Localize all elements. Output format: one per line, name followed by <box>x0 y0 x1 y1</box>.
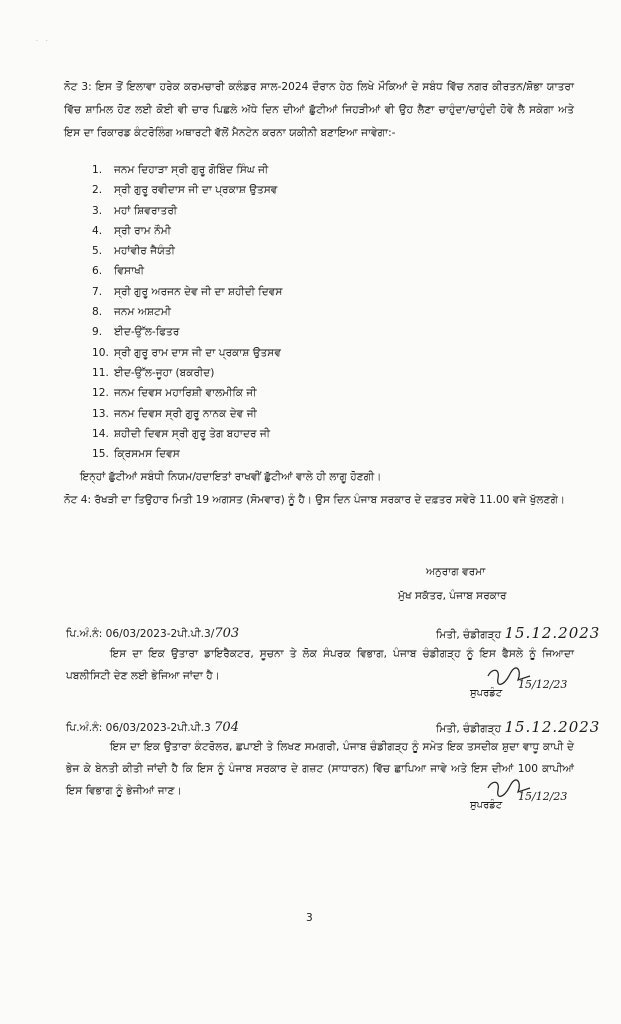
endorsement-2-date: ਮਿਤੀ, ਚੰਡੀਗੜ੍ਹ 15.12.2023 <box>436 718 601 736</box>
list-item: 12. ਜਨਮ ਦਿਵਸ ਮਹਾਰਿਸ਼ੀ ਵਾਲਮੀਕਿ ਜੀ <box>92 387 257 400</box>
officer-name: ਅਨੁਰਾਗ ਵਰਮਾ <box>426 566 486 578</box>
list-item: 11. ਈਦ-ਉੱਲ-ਜੂਹਾ (ਬਕਰੀਦ) <box>92 366 215 379</box>
list-item: 8. ਜਨਮ ਅਸ਼ਟਮੀ <box>92 306 171 319</box>
list-item: 7. ਸ੍ਰੀ ਗੁਰੂ ਅਰਜਨ ਦੇਵ ਜੀ ਦਾ ਸ਼ਹੀਦੀ ਦਿਵਸ <box>92 285 283 298</box>
list-item: 15. ਕ੍ਰਿਸਮਸ ਦਿਵਸ <box>92 448 180 461</box>
endorsement-2-text: ਇਸ ਦਾ ਇਕ ਉਤਾਰਾ ਕੰਟਰੋਲਰ, ਛਪਾਈ ਤੇ ਲਿਖਣ ਸਮਗਰੀ, ਪੰਜਾਬ ਚੰਡੀਗੜ੍ਹ ਨੂੰ ਸਮੇਤ ਇਕ ਤਸਦੀਕ ਸ਼ੁਦਾ ਵਾਧੂ ਕਾਪੀ ਦੇ ਭੇਜ ਕੇ ਬੇਨਤੀ ਕੀਤੀ ਜਾਂਦੀ ਹੈ ਕਿ ਇਸ ਨੂੰ ਪੰਜਾਬ ਸਰਕਾਰ ਦੇ ਗਜ਼ਟ (ਸਾਧਾਰਨ) ਵਿੱਚ ਛਾਪਿਆ ਜਾਵੇ ਅਤੇ ਇਸ ਦੀਆਂ 100 ਕਾਪੀਆਂ ਇਸ ਵਿਭਾਗ ਨੂੰ ਭੇਜੀਆਂ ਜਾਣ। <box>66 741 574 797</box>
page-number: 3 <box>306 912 313 924</box>
list-item: 13. ਜਨਮ ਦਿਵਸ ਸ੍ਰੀ ਗੁਰੂ ਨਾਨਕ ਦੇਵ ਜੀ <box>92 407 257 420</box>
officer-title: ਮੁੱਖ ਸਕੱਤਰ, ਪੰਜਾਬ ਸਰਕਾਰ <box>398 590 507 602</box>
sign-label: ਸੁਪਰਡੰਟ <box>470 800 503 811</box>
scan-specks: · · <box>36 38 51 45</box>
note-4-paragraph: ਨੋਟ 4: ਰੱਖੜੀ ਦਾ ਤਿਉਹਾਰ ਮਿਤੀ 19 ਅਗਸਤ (ਸੋਮਵਾਰ) ਨੂੰ ਹੈ। ਉਸ ਦਿਨ ਪੰਜਾਬ ਸਰਕਾਰ ਦੇ ਦਫ਼ਤਰ ਸਵੇਰੇ 11.00 ਵਜੇ ਖੁੱਲਣਗੇ। <box>64 494 565 506</box>
handwritten-date: 15.12.2023 <box>504 624 601 642</box>
superintendent-signature-1 <box>470 666 570 710</box>
sign-label: ਸੁਪਰਡੰਟ <box>470 688 503 699</box>
sign-date: 15/12/23 <box>518 678 568 691</box>
list-item: 4. ਸ੍ਰੀ ਰਾਮ ਨੌਮੀ <box>92 224 171 237</box>
list-item: 14. ਸ਼ਹੀਦੀ ਦਿਵਸ ਸ੍ਰੀ ਗੁਰੂ ਤੇਗ ਬਹਾਦਰ ਜੀ <box>92 427 271 440</box>
list-item: 3. ਮਹਾਂ ਸ਼ਿਵਰਾਤਰੀ <box>92 204 178 217</box>
list-item: 1. ਜਨਮ ਦਿਹਾੜਾ ਸ੍ਰੀ ਗੁਰੂ ਗੋਬਿੰਦ ਸਿੰਘ ਜੀ <box>92 164 269 176</box>
endorsement-1-date: ਮਿਤੀ, ਚੰਡੀਗੜ੍ਹ 15.12.2023 <box>436 624 601 642</box>
endorsement-1-text: ਇਸ ਦਾ ਇਕ ਉਤਾਰਾ ਡਾਇਰੈਕਟਰ, ਸੂਚਨਾ ਤੇ ਲੋਕ ਸੰਪਰਕ ਵਿਭਾਗ, ਪੰਜਾਬ ਚੰਡੀਗੜ੍ਹ ਨੂੰ ਇਸ ਫੈਸਲੇ ਨੂੰ ਜਿਆਦਾ ਪਬਲੀਸਿਟੀ ਦੇਣ ਲਈ ਭੇਜਿਆ ਜਾਂਦਾ ਹੈ। <box>66 648 574 682</box>
handwritten-ref-number: 704 <box>214 720 239 735</box>
list-item: 10. ਸ੍ਰੀ ਗੁਰੂ ਰਾਮ ਦਾਸ ਜੀ ਦਾ ਪ੍ਰਕਾਸ਼ ਉਤਸਵ <box>92 346 281 359</box>
holiday-list <box>92 160 282 464</box>
superintendent-signature-2 <box>470 778 570 822</box>
list-item: 5. ਮਹਾਂਵੀਰ ਜੈਯੰਤੀ <box>92 245 175 258</box>
rules-note: ਇਨ੍ਹਾਂ ਛੁੱਟੀਆਂ ਸਬੰਧੀ ਨਿਯਮ/ਹਦਾਇਤਾਂ ਰਾਖਵੀਂ ਛੁੱਟੀਆਂ ਵਾਲੇ ਹੀ ਲਾਗੂ ਹੋਣਗੀ। <box>80 471 382 483</box>
endorsement-2-ref: ਪਿ.ਅੰ.ਨੰ: 06/03/2023-2ਪੀ.ਪੀ.3 704 <box>66 720 239 735</box>
handwritten-date: 15.12.2023 <box>504 718 601 736</box>
note-3-paragraph: ਨੋਟ 3: ਇਸ ਤੋਂ ਇਲਾਵਾ ਹਰੇਕ ਕਰਮਚਾਰੀ ਕਲੰਡਰ ਸਾਲ-2024 ਦੌਰਾਨ ਹੇਠ ਲਿਖੇ ਮੌਕਿਆਂ ਦੇ ਸਬੰਧ ਵਿੱਚ ਨਗਰ ਕੀਰਤਨ/ਸ਼ੋਭਾ ਯਾਤਰਾ ਵਿੱਚ ਸ਼ਾਮਿਲ ਹੋਣ ਲਈ ਕੋਈ ਵੀ ਚਾਰ ਪਿਛਲੇ ਅੱਧੇ ਦਿਨ ਦੀਆਂ ਛੁੱਟੀਆਂ ਜਿਹੜੀਆਂ ਵੀ ਉਹ ਲੈਣਾ ਚਾਹੁੰਦਾ/ਚਾਹੁੰਦੀ ਹੋਵੇ ਲੈ ਸਕੇਗਾ ਅਤੇ ਇਸ ਦਾ ਰਿਕਾਰਡ ਕੰਟਰੋਲਿੰਗ ਅਥਾਰਟੀ ਵੱਲੋਂ ਮੈਨਟੇਨ ਕਰਨਾ ਯਕੀਨੀ ਬਣਾਇਆ ਜਾਵੇਗਾ:- <box>64 81 574 139</box>
endorsement-1-ref: ਪਿ.ਅੰ.ਨੰ: 06/03/2023-2ਪੀ.ਪੀ.3/703 <box>66 626 240 641</box>
list-item: 2. ਸ੍ਰੀ ਗੁਰੂ ਰਵੀਦਾਸ ਜੀ ਦਾ ਪ੍ਰਕਾਸ਼ ਉਤਸਵ <box>92 184 278 197</box>
list-item: 6. ਵਿਸਾਖੀ <box>92 265 145 278</box>
handwritten-ref-number: 703 <box>214 626 240 641</box>
list-item: 9. ਈਦ-ਉੱਲ-ਫਿਤਰ <box>92 326 180 339</box>
sign-date: 15/12/23 <box>518 790 568 803</box>
